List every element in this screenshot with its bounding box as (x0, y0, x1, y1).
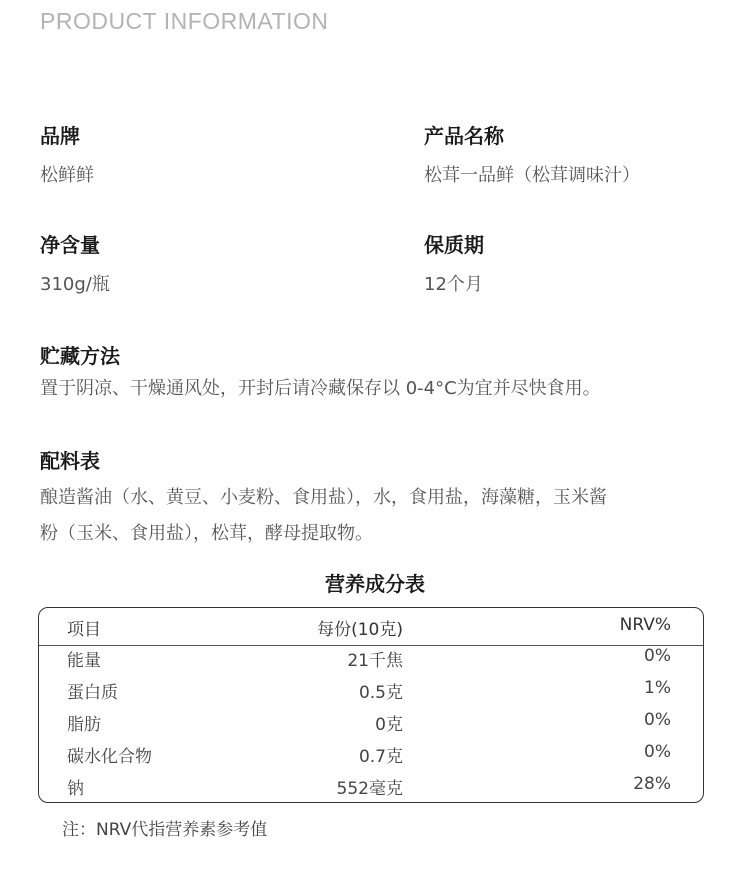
table-row (39, 737, 703, 769)
shelf-life-label: 保质期 (424, 233, 484, 257)
page-header: PRODUCT INFORMATION (40, 8, 329, 34)
row-item: 能量 (67, 651, 101, 671)
brand-field (40, 120, 94, 187)
table-row (39, 641, 703, 673)
nutrition-table (38, 607, 704, 803)
net-content-label: 净含量 (40, 233, 100, 257)
row-amount: 0.5克 (358, 683, 403, 703)
row-amount: 21千焦 (347, 651, 403, 671)
product-name-field (424, 120, 640, 187)
header-item: 项目 (67, 620, 101, 640)
row-nrv: 1% (644, 678, 671, 698)
storage-section (40, 340, 720, 407)
ingredients-label: 配料表 (40, 449, 100, 473)
row-nrv: 0% (644, 742, 671, 762)
nutrition-title: 营养成分表 (325, 572, 425, 596)
row-item: 蛋白质 (67, 683, 118, 703)
brand-label: 品牌 (40, 124, 80, 148)
row-amount: 0克 (375, 715, 403, 735)
ingredients-section (40, 445, 720, 552)
row-item: 脂肪 (67, 715, 101, 735)
row-nrv: 0% (644, 710, 671, 730)
shelf-life-value: 12个月 (424, 274, 483, 295)
storage-label: 贮藏方法 (40, 344, 120, 368)
shelf-life-field (424, 229, 484, 296)
header-nrv: NRV% (619, 615, 671, 635)
header-per-serving: 每份(10克) (317, 620, 403, 640)
brand-value: 松鲜鲜 (40, 165, 94, 186)
product-name-value: 松茸一品鲜（松茸调味汁） (424, 165, 640, 186)
storage-value: 置于阴凉、干燥通风处，开封后请冷藏保存以 0-4°C为宜并尽快食用。 (40, 378, 601, 399)
row-item: 钠 (67, 779, 84, 799)
table-row (39, 769, 703, 801)
table-row (39, 705, 703, 737)
net-content-value: 310g/瓶 (40, 274, 110, 295)
nutrition-header-row (39, 608, 703, 644)
ingredients-line-2: 粉（玉米、食用盐），松茸，酵母提取物。 (40, 523, 373, 544)
row-amount: 552毫克 (336, 779, 403, 799)
row-amount: 0.7克 (358, 747, 403, 767)
row-item: 碳水化合物 (67, 747, 152, 767)
row-nrv: 0% (644, 646, 671, 666)
table-row (39, 673, 703, 705)
net-content-field (40, 229, 110, 296)
nutrition-note: 注：NRV代指营养素参考值 (62, 820, 268, 840)
row-nrv: 28% (633, 774, 671, 794)
ingredients-line-1: 酿造酱油（水、黄豆、小麦粉、食用盐），水，食用盐，海藻糖，玉米酱 (40, 487, 607, 508)
product-name-label: 产品名称 (424, 124, 504, 148)
